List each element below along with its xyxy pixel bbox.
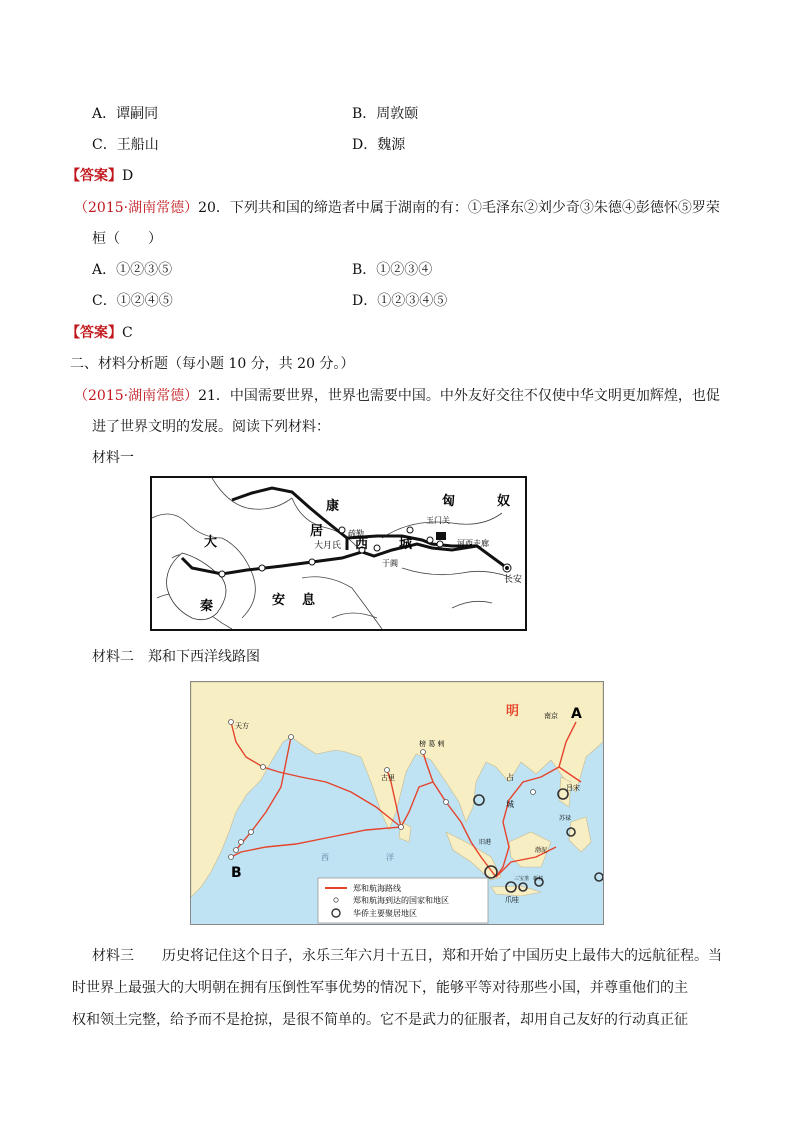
q20-option-d: D．①②③④⑤ — [352, 293, 448, 309]
map2-label-sulu: 苏禄 — [559, 815, 572, 822]
map1-label-an: 安 — [272, 593, 286, 608]
q20-option-c: C．①②④⑤ — [92, 293, 173, 309]
map2-label-xiyang-1: 西 — [321, 853, 329, 862]
map2-label-xincun: 新村 — [533, 876, 544, 882]
map2-label-lvsong: 吕宋 — [566, 784, 580, 792]
map2-label-a: A — [571, 706, 582, 722]
map2-label-nanjing: 南京 — [544, 712, 558, 720]
map2-legend — [318, 878, 488, 923]
map1-label-xi: 西 — [355, 537, 369, 552]
answer-tag: 【答案】 — [66, 168, 122, 184]
q19-option-c: C．王船山 — [92, 137, 159, 153]
q20-option-b: B．①②③④ — [352, 262, 433, 278]
map1-label-xiongnu-2: 奴 — [497, 494, 511, 509]
q19-option-d: D．魏源 — [352, 137, 406, 153]
material3-line2: 时世界上最强大的大明朝在拥有压倒性军事优势的情况下，能够平等对待那些小国，并尊重他们的主 — [72, 980, 688, 996]
legend-country-label: 郑和航海到达的国家和地区 — [353, 896, 449, 905]
map2-label-zhancheng-1: 占 — [506, 773, 514, 782]
material3-line3: 权和领土完整，给予而不是抢掠，是很不简单的。它不是武力的征服者，却用自己友好的行动真正征 — [72, 1012, 688, 1028]
map1-label-yumenguan: 玉门关 — [426, 516, 450, 525]
silk-road-map — [150, 476, 527, 631]
material2-label: 材料二 郑和下西洋线路图 — [92, 649, 260, 665]
map2-label-xiyang-2: 洋 — [386, 853, 394, 862]
map2-label-b: B — [231, 865, 242, 881]
answer-value: D — [122, 168, 134, 184]
map1-label-yutian: 于阗 — [382, 559, 398, 568]
map2-label-sanbaolong: 三宝垄 — [514, 876, 530, 882]
map2-label-zhuawa: 爪哇 — [505, 896, 519, 904]
map1-label-shule: 疏勒 — [348, 529, 364, 538]
q21-stem-line1 — [74, 385, 720, 405]
map1-label-ju: 居 — [310, 524, 324, 539]
map2-label-boni: 渤泥 — [535, 847, 548, 854]
silk-road-map-drawing — [152, 478, 525, 629]
zheng-he-route-drawing — [191, 682, 603, 924]
zheng-he-route-map — [190, 681, 604, 925]
q20-stem-line2: 桓（ ） — [92, 231, 162, 247]
q20-answer — [66, 322, 133, 342]
answer-tag: 【答案】 — [66, 325, 122, 341]
map2-label-jiuguang: 旧港 — [479, 839, 492, 846]
map1-label-qin: 秦 — [200, 599, 214, 614]
map1-label-kang: 康 — [326, 499, 340, 514]
q20-stem-line1 — [74, 197, 720, 217]
map2-label-gulifu: 古里 — [381, 774, 395, 782]
material3-line1: 材料三 历史将记住这个日子，永乐三年六月十五日，郑和开始了中国历史上最伟大的远航征程。当 — [92, 948, 722, 964]
map1-label-xiongnu-1: 匈 — [442, 494, 456, 509]
map2-label-tianfang: 天方 — [235, 722, 249, 730]
q20-option-a: A．①②③⑤ — [92, 262, 173, 278]
map2-label-zhancheng-2: 城 — [506, 800, 514, 809]
stem-text: 21．中国需要世界，世界也需要中国。中外友好交往不仅使中华文明更加辉煌，也促 — [198, 388, 720, 404]
q19-option-a: A．谭嗣同 — [92, 106, 159, 122]
answer-value: C — [122, 325, 133, 341]
q19-option-b: B．周敦颐 — [352, 106, 419, 122]
map1-label-dayuezhi: 大月氏 — [314, 541, 342, 551]
legend-overseas-label: 华侨主要聚居地区 — [353, 909, 417, 918]
map1-label-xi2: 息 — [302, 593, 316, 608]
map2-label-bangla: 榜 葛 剌 — [419, 740, 445, 748]
legend-route-label: 郑和航海路线 — [353, 884, 401, 893]
stem-text: 20．下列共和国的缔造者中属于湖南的有：①毛泽东②刘少奇③朱德④彭德怀⑤罗荣 — [198, 200, 720, 216]
source-tag: （2015·湖南常德） — [74, 388, 199, 404]
map1-label-changan: 长安 — [504, 575, 523, 585]
map1-label-cheng: 城 — [399, 537, 413, 552]
q19-answer — [66, 165, 133, 185]
section-title: 二、材料分析题（每小题 10 分，共 20 分。） — [70, 356, 355, 372]
map1-label-hexi: 河西走廊 — [457, 539, 489, 548]
map1-label-da: 大 — [204, 535, 218, 550]
source-tag: （2015·湖南常德） — [74, 200, 199, 216]
material1-label: 材料一 — [92, 450, 134, 466]
map2-label-ming: 明 — [506, 704, 520, 719]
q21-stem-line2: 进了世界文明的发展。阅读下列材料： — [92, 419, 330, 435]
